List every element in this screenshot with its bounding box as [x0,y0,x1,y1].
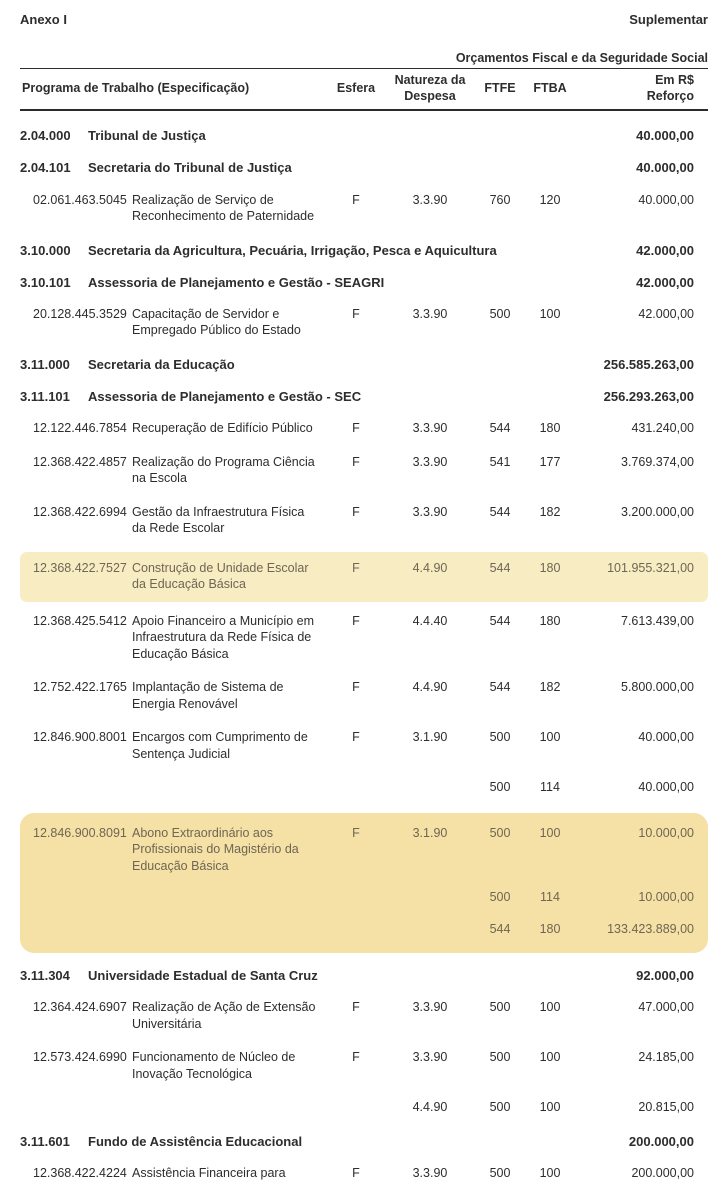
cell-description: Assistência Financeira para [132,1166,286,1180]
cell-value: 40.000,00 [638,780,694,795]
table-row-detail [20,1165,708,1182]
cell-ftba: 114 [540,890,560,905]
highlight-block [20,813,708,954]
cell-code: 12.368.422.4857 [33,454,127,469]
cell-code: 3.11.304 [20,968,70,984]
cell-value: 5.800.000,00 [621,680,694,695]
cell-natureza [384,779,476,796]
cell-description: Secretaria da Educação [88,356,235,372]
cell-esfera: F [352,1166,360,1180]
cell-natureza: 3.3.90 [412,1050,448,1065]
table-row-detail [20,454,708,487]
cell-ftfe: 500 [489,730,511,745]
column-header-natureza [384,73,476,104]
cell-ftba: 100 [539,1000,561,1015]
cell-code: 12.122.446.7854 [33,421,127,436]
table-row-detail [20,613,708,663]
column-header-esfera: Esfera [336,80,376,95]
cell-description: Realização de Serviço de Reconhecimento de Paternidade [132,192,315,224]
table-row-detail [20,999,708,1032]
cell-esfera: F [352,825,360,840]
cell-esfera: F [352,730,360,745]
cell-value: 42.000,00 [638,306,694,321]
cell-value: 20.815,00 [638,1100,694,1115]
cell-value: 40.000,00 [638,730,694,745]
table-row-detail [20,420,708,437]
cell-value: 10.000,00 [638,825,694,840]
table-body [20,127,708,1181]
column-header-programa: Programa de Trabalho (Especificação) [22,80,250,95]
cell-code: 12.368.422.7527 [33,560,127,575]
cell-ftfe: 544 [489,921,511,936]
cell-natureza [384,889,476,906]
cell-value: 256.585.263,00 [603,356,694,372]
table-row-section [20,242,708,259]
cell-description: Realização de Ação de Extensão Universitária [132,1000,316,1031]
cell-value: 7.613.439,00 [621,613,694,628]
column-header-valor [576,73,708,104]
cell-description [132,889,328,906]
cell-value: 3.200.000,00 [621,504,694,519]
cell-ftba: 100 [539,825,561,840]
cell-value: 200.000,00 [631,1166,694,1180]
cell-ftba: 182 [539,680,561,695]
cell-ftfe: 500 [489,1050,511,1065]
cell-value: 3.769.374,00 [621,454,694,469]
cell-value: 10.000,00 [638,890,694,905]
cell-code [20,889,132,906]
cell-value: 92.000,00 [636,968,694,984]
table-row-detail [20,306,708,339]
cell-esfera: F [352,613,360,628]
cell-ftfe: 500 [489,890,511,905]
cell-natureza: 4.4.40 [412,613,448,628]
cell-code: 12.364.424.6907 [33,1000,127,1015]
cell-ftba: 120 [539,192,561,207]
table-row-detail [20,921,708,938]
table-row-section [20,967,708,984]
column-header-ftfe: FTFE [484,80,516,95]
cell-description: Implantação de Sistema de Energia Renovável [132,680,284,711]
cell-code: 12.846.900.8001 [33,730,127,745]
cell-esfera [328,779,384,796]
cell-code: 2.04.000 [20,128,71,144]
cell-value: 47.000,00 [638,1000,694,1015]
cell-ftfe: 541 [489,454,511,469]
cell-natureza: 3.1.90 [412,825,448,840]
cell-natureza: 3.3.90 [412,421,448,436]
cell-code: 12.368.422.4224 [33,1166,127,1180]
column-header-ftba: FTBA [533,80,567,95]
table-row-detail [20,679,708,712]
cell-description: Capacitação de Servidor e Empregado Público do Estado [132,306,301,338]
cell-code: 12.573.424.6990 [33,1050,127,1065]
cell-esfera: F [352,1000,360,1015]
cell-esfera: F [352,306,360,321]
cell-natureza: 3.3.90 [412,1166,448,1180]
cell-code: 02.061.463.5045 [33,192,127,207]
cell-code: 12.368.422.6994 [33,504,127,519]
cell-description: Apoio Financeiro a Município em Infraestrutura da Rede Física de Educação Básica [132,613,315,661]
cell-ftfe: 544 [489,421,511,436]
cell-description: Construção de Unidade Escolar da Educação Básica [132,560,309,592]
table-title: Orçamentos Fiscal e da Seguridade Social [20,51,708,69]
cell-description: Assessoria de Planejamento e Gestão - SEAGRI [88,274,385,290]
cell-natureza: 4.4.90 [412,560,448,575]
cell-code [20,779,132,796]
cell-description: Assessoria de Planejamento e Gestão - SEC [88,389,362,405]
table-row-detail [20,729,708,762]
cell-value: 200.000,00 [628,1133,694,1149]
cell-code: 20.128.445.3529 [33,306,127,321]
cell-natureza: 3.3.90 [412,1000,448,1015]
cell-ftfe: 500 [489,825,511,840]
cell-description: Funcionamento de Núcleo de Inovação Tecnológica [132,1050,296,1081]
cell-ftfe: 500 [489,1000,511,1015]
cell-value: 431.240,00 [631,421,694,436]
cell-description: Recuperação de Edifício Público [132,421,313,436]
cell-code: 3.11.601 [20,1133,70,1149]
cell-value: 40.000,00 [638,192,694,207]
cell-esfera: F [352,680,360,695]
cell-value: 133.423.889,00 [607,921,694,936]
cell-value: 24.185,00 [638,1050,694,1065]
cell-code: 3.10.101 [20,274,71,290]
table-row-section [20,1133,708,1150]
column-header-valor-line2: Reforço [646,88,694,103]
page-header [20,12,708,27]
cell-esfera [328,921,384,938]
cell-ftfe: 544 [489,613,511,628]
table-row-detail [20,1049,708,1082]
cell-ftfe: 500 [489,1166,511,1180]
cell-description: Fundo de Assistência Educacional [88,1133,303,1149]
cell-ftba: 180 [539,560,561,575]
cell-ftba: 100 [539,306,561,321]
cell-code: 3.11.101 [20,389,70,405]
cell-ftfe: 544 [489,504,511,519]
table-row-section [20,274,708,291]
cell-ftba: 180 [539,421,561,436]
cell-ftfe: 760 [489,192,511,207]
cell-esfera: F [352,454,360,469]
table-row-section [20,159,708,176]
cell-description: Tribunal de Justiça [88,128,206,144]
cell-description [132,1099,328,1116]
cell-value: 40.000,00 [636,160,694,176]
column-header-natureza-line1: Natureza da [394,73,466,87]
cell-description: Realização do Programa Ciência na Escola [132,454,315,486]
cell-code: 3.11.000 [20,356,70,372]
table-row-detail [20,889,708,906]
cell-code: 3.10.000 [20,242,71,258]
table-row-detail [20,779,708,796]
cell-description: Encargos com Cumprimento de Sentença Judicial [132,730,308,761]
table-row-detail [20,825,708,875]
table-row-detail [20,552,708,602]
cell-natureza: 3.3.90 [412,504,448,519]
cell-natureza: 3.3.90 [412,306,448,321]
cell-natureza: 4.4.90 [412,1100,448,1115]
cell-value: 101.955.321,00 [607,560,694,575]
cell-esfera [328,1099,384,1116]
cell-description [132,921,328,938]
cell-description: Secretaria do Tribunal de Justiça [88,160,292,176]
cell-ftfe: 500 [489,780,511,795]
cell-natureza: 3.1.90 [412,730,448,745]
annex-label: Anexo I [20,12,67,27]
cell-ftba: 180 [539,921,561,936]
cell-description [132,779,328,796]
doc-type-label: Suplementar [629,12,708,27]
cell-ftba: 180 [539,613,561,628]
cell-natureza [384,921,476,938]
cell-description: Secretaria da Agricultura, Pecuária, Irrigação, Pesca e Aquicultura [88,242,497,258]
cell-ftfe: 500 [489,1100,511,1115]
cell-ftba: 100 [539,1166,561,1180]
cell-ftba: 114 [540,780,560,795]
cell-code: 12.752.422.1765 [33,680,127,695]
cell-esfera: F [352,560,360,575]
table-row-section [20,388,708,405]
cell-value: 42.000,00 [636,274,694,290]
cell-natureza: 4.4.90 [412,680,448,695]
cell-code [20,1099,132,1116]
column-header-natureza-line2: Despesa [404,88,456,103]
table-row-detail [20,504,708,537]
cell-value: 42.000,00 [636,242,694,258]
cell-ftfe: 544 [489,560,511,575]
cell-ftba: 177 [539,454,561,469]
table-header-row [20,69,708,111]
cell-natureza: 3.3.90 [412,192,448,207]
cell-natureza: 3.3.90 [412,454,448,469]
cell-esfera: F [352,1050,360,1065]
cell-code: 12.368.425.5412 [33,613,127,628]
cell-description: Universidade Estadual de Santa Cruz [88,968,318,984]
cell-code: 2.04.101 [20,160,71,176]
cell-description: Gestão da Infraestrutura Física da Rede Escolar [132,504,305,536]
cell-ftfe: 544 [489,680,511,695]
cell-ftfe: 500 [489,306,511,321]
cell-value: 256.293.263,00 [603,389,694,405]
cell-ftba: 100 [539,730,561,745]
cell-ftba: 100 [539,1100,561,1115]
cell-ftba: 100 [539,1050,561,1065]
cell-value: 40.000,00 [636,128,694,144]
cell-code: 12.846.900.8091 [33,825,127,840]
table-row-detail [20,192,708,225]
cell-code [20,921,132,938]
table-row-section [20,127,708,144]
cell-esfera: F [352,504,360,519]
column-header-valor-line1: Em R$ [655,73,694,87]
cell-esfera: F [352,421,360,436]
cell-esfera: F [352,192,360,207]
table-row-section [20,356,708,373]
cell-description: Abono Extraordinário aos Profissionais do Magistério da Educação Básica [132,825,299,873]
table-row-detail [20,1099,708,1116]
cell-esfera [328,889,384,906]
cell-ftba: 182 [539,504,561,519]
